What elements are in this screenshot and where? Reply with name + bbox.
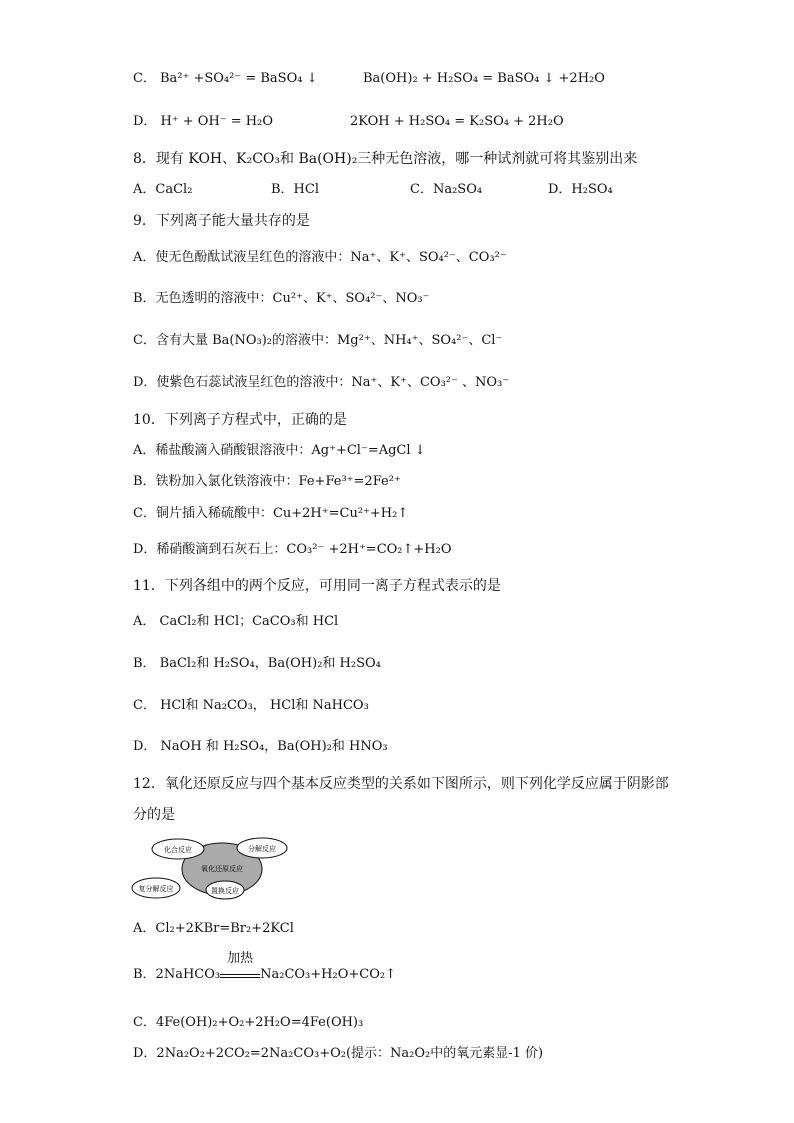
q10-option-d: D．稀硝酸滴到石灰石上：CO₃²⁻ +2H⁺=CO₂↑+H₂O — [133, 542, 452, 557]
q12-option-c: C．4Fe(OH)₂+O₂+2H₂O=4Fe(OH)₃ — [133, 1015, 364, 1030]
q11-stem: 11．下列各组中的两个反应，可用同一离子方程式表示的是 — [133, 578, 501, 594]
q8-options: A．CaCl₂ B．HCl C．Na₂SO₄ D．H₂SO₄ — [133, 182, 613, 197]
q9-option-d: D．使紫色石蕊试液呈红色的溶液中：Na⁺、K⁺、CO₃²⁻ 、NO₃⁻ — [133, 375, 510, 390]
venn-label-decomposition: 分解反应 — [248, 845, 276, 853]
q7-option-d: D． H⁺ + OH⁻ = H₂O 2KOH + H₂SO₄ = K₂SO₄ + 2H₂O — [133, 114, 564, 129]
q12-option-a: A．Cl₂+2KBr=Br₂+2KCl — [133, 921, 294, 936]
q9-stem: 9．下列离子能大量共存的是 — [133, 213, 310, 229]
q9-option-b: B．无色透明的溶液中：Cu²⁺、K⁺、SO₄²⁻、NO₃⁻ — [133, 291, 430, 306]
q12-option-d: D．2Na₂O₂+2CO₂=2Na₂CO₃+O₂(提示：Na₂O₂中的氧元素显-1 价) — [133, 1046, 544, 1061]
q11-option-b: B． BaCl₂和 H₂SO₄，Ba(OH)₂和 H₂SO₄ — [133, 656, 381, 671]
q7-option-c: C． Ba²⁺ +SO₄²⁻ = BaSO₄ ↓ Ba(OH)₂ + H₂SO₄ = BaSO₄ ↓ +2H₂O — [133, 71, 605, 86]
venn-label-redox: 氧化还原反应 — [201, 865, 243, 873]
q11-option-d: D． NaOH 和 H₂SO₄，Ba(OH)₂和 HNO₃ — [133, 739, 388, 754]
q10-option-b: B．铁粉加入氯化铁溶液中：Fe+Fe³⁺=2Fe²⁺ — [133, 474, 401, 489]
q12-stem-line1: 12．氧化还原反应与四个基本反应类型的关系如下图所示，则下列化学反应属于阴影部 — [133, 776, 669, 792]
venn-label-displacement: 置换反应 — [211, 887, 239, 895]
q9-option-a: A．使无色酚酞试液呈红色的溶液中：Na⁺、K⁺、SO₄²⁻、CO₃²⁻ — [133, 250, 507, 265]
q11-option-c: C． HCl和 Na₂CO₃， HCl和 NaHCO₃ — [133, 698, 369, 713]
q12-option-b: B．2NaHCO₃ 加热 Na₂CO₃+H₂O+CO₂↑ — [133, 951, 396, 982]
q10-option-c: C．铜片插入稀硫酸中：Cu+2H⁺=Cu²⁺+H₂↑ — [133, 506, 409, 521]
q9-option-c: C．含有大量 Ba(NO₃)₂的溶液中：Mg²⁺、NH₄⁺、SO₄²⁻、Cl⁻ — [133, 333, 503, 348]
venn-label-combination: 化合反应 — [164, 846, 192, 854]
q12-stem-line2: 分的是 — [133, 807, 175, 823]
reaction-type-venn-diagram — [130, 835, 290, 903]
heating-condition-arrow: 加热 — [220, 966, 260, 978]
venn-label-double-displacement: 复分解反应 — [138, 885, 174, 893]
q8-stem: 8．现有 KOH、K₂CO₃和 Ba(OH)₂三种无色溶液，哪一种试剂就可将其鉴别出来 — [133, 151, 638, 167]
q11-option-a: A． CaCl₂和 HCl；CaCO₃和 HCl — [133, 614, 339, 629]
q10-option-a: A．稀盐酸滴入硝酸银溶液中：Ag⁺+Cl⁻=AgCl ↓ — [133, 443, 426, 458]
q10-stem: 10．下列离子方程式中，正确的是 — [133, 412, 347, 428]
